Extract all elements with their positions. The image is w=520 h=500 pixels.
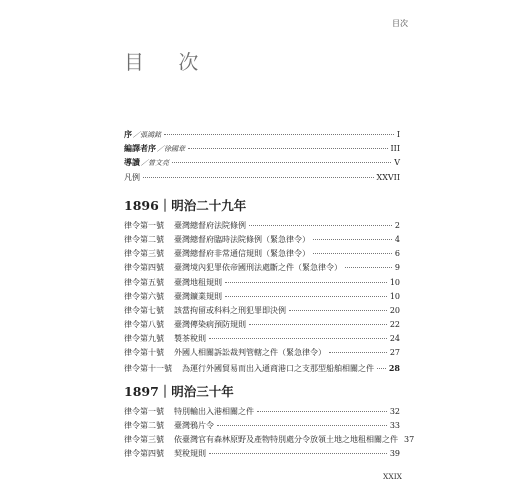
page-number: XXIX: [383, 472, 402, 481]
dot-leader: [188, 148, 388, 149]
law-number: 律令第一號: [124, 220, 164, 230]
law-number: 律令第一號: [124, 406, 164, 416]
dot-leader: [313, 253, 392, 254]
toc-entry-page: 6: [394, 249, 400, 259]
toc-entry-preface[interactable]: [124, 128, 400, 142]
law-title: 臺灣總督府非常通信規則（緊急律令）: [174, 249, 310, 259]
dot-leader: [257, 411, 387, 412]
dot-leader: [249, 225, 392, 226]
law-title: 臺灣傳染病預防規則: [174, 320, 246, 330]
toc-entry-page: V: [394, 158, 400, 168]
toc-entry-author: ／徐國章: [157, 145, 185, 154]
toc-entry-author: ／張鴻銘: [133, 131, 161, 139]
toc-entry-label: 編譯者序: [124, 144, 156, 154]
toc-entry[interactable]: [124, 332, 400, 346]
law-number: 律令第四號: [124, 263, 164, 273]
law-title: 臺灣鴉片令: [174, 421, 214, 430]
toc-entry-page: 22: [389, 320, 400, 330]
toc-entry-label: 凡例: [124, 172, 140, 182]
toc-entry-page: III: [390, 144, 400, 154]
section-heading: 1896｜明治二十九年: [124, 197, 247, 213]
toc-entry-page: I: [396, 130, 400, 139]
dot-leader: [143, 177, 374, 178]
toc-entry-page: 33: [389, 421, 400, 430]
toc-entry[interactable]: [124, 276, 400, 290]
dot-leader: [377, 368, 386, 369]
law-number: 律令第二號: [124, 421, 164, 430]
law-title: 依臺灣官有森林原野及產物特別處分令放領土地之地租相關之件: [174, 435, 398, 445]
toc-entry[interactable]: [124, 219, 400, 233]
toc-entry-author: ／曾文亮: [141, 159, 169, 168]
dot-leader: [329, 352, 387, 353]
law-number: 律令第四號: [124, 449, 164, 459]
law-number: 律令第七號: [124, 305, 164, 315]
law-number: 律令第十一號: [124, 363, 172, 373]
law-number: 律令第二號: [124, 234, 164, 244]
toc-entry-conventions[interactable]: [124, 171, 400, 185]
toc-entry-page: 32: [389, 406, 400, 416]
law-number: 律令第九號: [124, 334, 164, 344]
dot-leader: [225, 282, 387, 283]
law-title: 特別輸出入港相關之件: [174, 406, 254, 416]
law-number: 律令第六號: [124, 291, 164, 301]
law-title: 為運行外國貿易而出入通商港口之支那型船舶相關之件: [182, 363, 374, 373]
toc-section-1896: [124, 193, 400, 375]
dot-leader: [172, 162, 391, 163]
law-title: 臺灣鑛業規則: [174, 291, 222, 301]
dot-leader: [345, 267, 392, 268]
law-number: 律令第十號: [124, 348, 164, 358]
toc-entry-translator-preface[interactable]: [124, 142, 400, 156]
toc-entry-page: 10: [389, 291, 400, 301]
toc-entry-page: 2: [394, 220, 400, 230]
law-title: 該當拘留或科料之刑犯罪即決例: [174, 305, 286, 315]
running-head: 目次: [392, 19, 408, 28]
law-number: 律令第三號: [124, 435, 164, 445]
toc-entry-page: 20: [389, 305, 400, 315]
toc-entry[interactable]: [124, 346, 400, 360]
toc-entry-label: 序: [124, 130, 132, 139]
toc-entry[interactable]: [124, 261, 400, 275]
dot-leader: [217, 425, 387, 426]
toc-entry[interactable]: [124, 304, 400, 318]
dot-leader: [225, 296, 387, 297]
toc-entry[interactable]: [124, 447, 400, 461]
dot-leader: [209, 453, 387, 454]
toc-entry-page: 24: [389, 334, 400, 344]
toc-entry-page: 37: [404, 435, 415, 445]
law-title: 契稅規則: [174, 449, 206, 459]
law-title: 臺灣總督府法院條例: [174, 220, 246, 230]
law-title: 製茶稅則: [174, 334, 206, 344]
law-number: 律令第八號: [124, 320, 164, 330]
front-matter-list: [124, 128, 400, 185]
toc-section-1897: [124, 379, 415, 462]
toc-entry-page: 39: [389, 449, 400, 459]
dot-leader: [313, 239, 392, 240]
toc-entry[interactable]: [124, 405, 400, 419]
table-of-contents: [124, 128, 415, 462]
toc-entry-page: 4: [394, 234, 400, 244]
toc-entry[interactable]: [124, 233, 400, 247]
law-number: 律令第三號: [124, 249, 164, 259]
toc-entry-label: 導讀: [124, 158, 140, 168]
toc-entry-page: 9: [394, 263, 400, 273]
toc-entry-introduction[interactable]: [124, 156, 400, 170]
dot-leader: [249, 324, 387, 325]
toc-entry[interactable]: [124, 361, 400, 375]
toc-entry-page: 28: [388, 362, 400, 373]
page-title: 目 次: [124, 50, 213, 74]
law-title: 臺灣總督府臨時法院條例（緊急律令）: [174, 234, 310, 244]
toc-entry-page: 27: [389, 348, 400, 358]
toc-entry[interactable]: [124, 419, 400, 433]
toc-entry[interactable]: [124, 318, 400, 332]
toc-entry[interactable]: [124, 433, 415, 447]
dot-leader: [289, 310, 387, 311]
dot-leader: [164, 134, 394, 135]
dot-leader: [209, 338, 387, 339]
toc-entry[interactable]: [124, 290, 400, 304]
law-title: 臺灣境內犯罪依帝國刑法處斷之件（緊急律令）: [174, 263, 342, 273]
law-number: 律令第五號: [124, 277, 164, 287]
law-title: 外國人相關訴訟裁判管轄之件（緊急律令）: [174, 348, 326, 358]
section-heading: 1897｜明治三十年: [124, 383, 234, 399]
toc-entry-page: 10: [389, 277, 400, 287]
toc-entry-page: XXVII: [376, 172, 400, 182]
law-title: 臺灣地租規則: [174, 277, 222, 287]
toc-entry[interactable]: [124, 247, 400, 261]
